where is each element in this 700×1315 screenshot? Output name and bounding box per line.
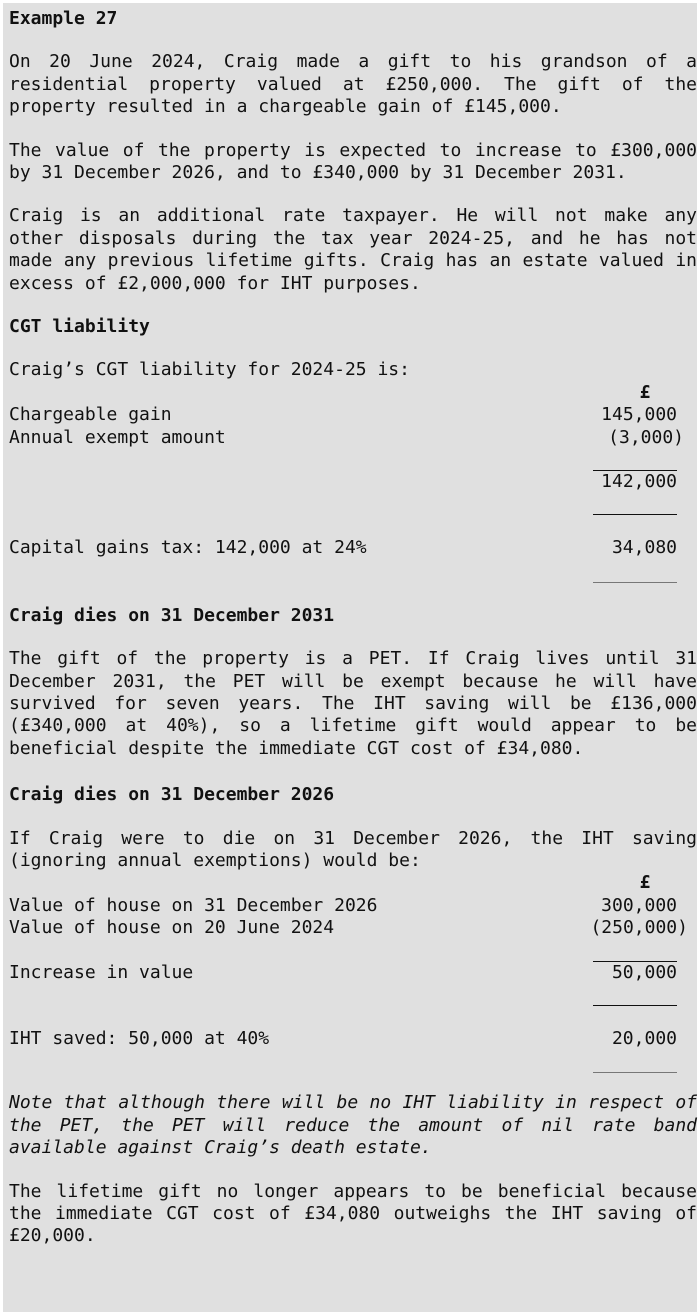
row-amount: 145,000	[601, 404, 677, 426]
iht-saved-label: IHT saved: 50,000 at 40%	[9, 1028, 270, 1050]
increase-total-rule	[9, 1005, 697, 1006]
increase-amount: 50,000	[611, 961, 677, 983]
iht-note: Note that although there will be no IHT liability in respect of the PET, the PET will reduce the amount of nil rate band available against Craig’s death estate.	[9, 1092, 697, 1159]
increase-label: Increase in value	[9, 961, 194, 983]
cgt-heading: CGT liability	[9, 316, 150, 338]
increase-rule	[9, 961, 697, 962]
scenario-2026-intro: If Craig were to die on 31 December 2026, the IHT saving (ignoring annual exemptions) would be:	[9, 827, 697, 872]
row-label: Chargeable gain	[9, 404, 172, 426]
cgt-tax-label: Capital gains tax: 142,000 at 24%	[9, 537, 367, 559]
currency-label: £	[639, 872, 651, 894]
intro-paragraph-1: On 20 June 2024, Craig made a gift to his grandson of a residential property valued at £250,000. The gift of the property resulted in a chargeable gain of £145,000.	[9, 51, 697, 118]
scenario-2031-heading: Craig dies on 31 December 2031	[9, 604, 335, 626]
row-amount: (3,000)	[608, 426, 684, 448]
increase-row	[9, 962, 697, 984]
row-label: Annual exempt amount	[9, 426, 226, 448]
subtotal-rule	[9, 470, 697, 471]
example-title: Example 27	[9, 8, 118, 29]
document-page	[3, 3, 697, 1312]
cgt-computation	[9, 382, 697, 583]
table-row	[9, 404, 697, 426]
document-body	[9, 3, 697, 1248]
table-row	[9, 427, 697, 449]
cgt-currency-header	[9, 382, 697, 404]
conclusion-paragraph: The lifetime gift no longer appears to be beneficial because the immediate CGT cost of £34,080 outweighs the IHT saving of £20,000.	[9, 1180, 697, 1247]
iht-saved-amount: 20,000	[611, 1028, 677, 1050]
iht-computation	[9, 872, 697, 1073]
row-label: Value of house on 31 December 2026	[9, 894, 378, 916]
row-amount: 300,000	[601, 894, 677, 916]
total-rule	[9, 514, 697, 515]
intro-paragraph-2: The value of the property is expected to increase to £300,000 by 31 December 2026, and to £340,000 by 31 December 2031.	[9, 139, 697, 184]
row-label: Value of house on 20 June 2024	[9, 917, 335, 939]
table-row	[9, 917, 697, 939]
subtotal-amount: 142,000	[601, 471, 677, 493]
scenario-2026-heading: Craig dies on 31 December 2026	[9, 784, 335, 806]
subtotal-row	[9, 471, 697, 493]
iht-final-rule	[9, 1072, 697, 1073]
table-row	[9, 895, 697, 917]
cgt-tax-amount: 34,080	[611, 537, 677, 559]
currency-label: £	[639, 381, 651, 403]
iht-saved-row	[9, 1028, 697, 1050]
row-amount: (250,000)	[590, 917, 688, 939]
final-rule	[9, 582, 697, 583]
intro-paragraph-3: Craig is an additional rate taxpayer. He will not make any other disposals during the tax year 2024-25, and he has not made any previous lifetime gifts. Craig has an estate valued in excess of £2,000,000 for IHT purposes.	[9, 205, 697, 294]
iht-currency-header	[9, 872, 697, 894]
scenario-2031-text: The gift of the property is a PET. If Craig lives until 31 December 2031, the PET will be exempt because he will have survived for seven years. The IHT saving will be £136,000 (£340,000 at 40%), so a lifetime gift would appear to be beneficial despite the immediate CGT cost of £34,080.	[9, 648, 697, 759]
cgt-tax-row	[9, 537, 697, 559]
cgt-intro: Craig’s CGT liability for 2024-25 is:	[9, 359, 410, 381]
